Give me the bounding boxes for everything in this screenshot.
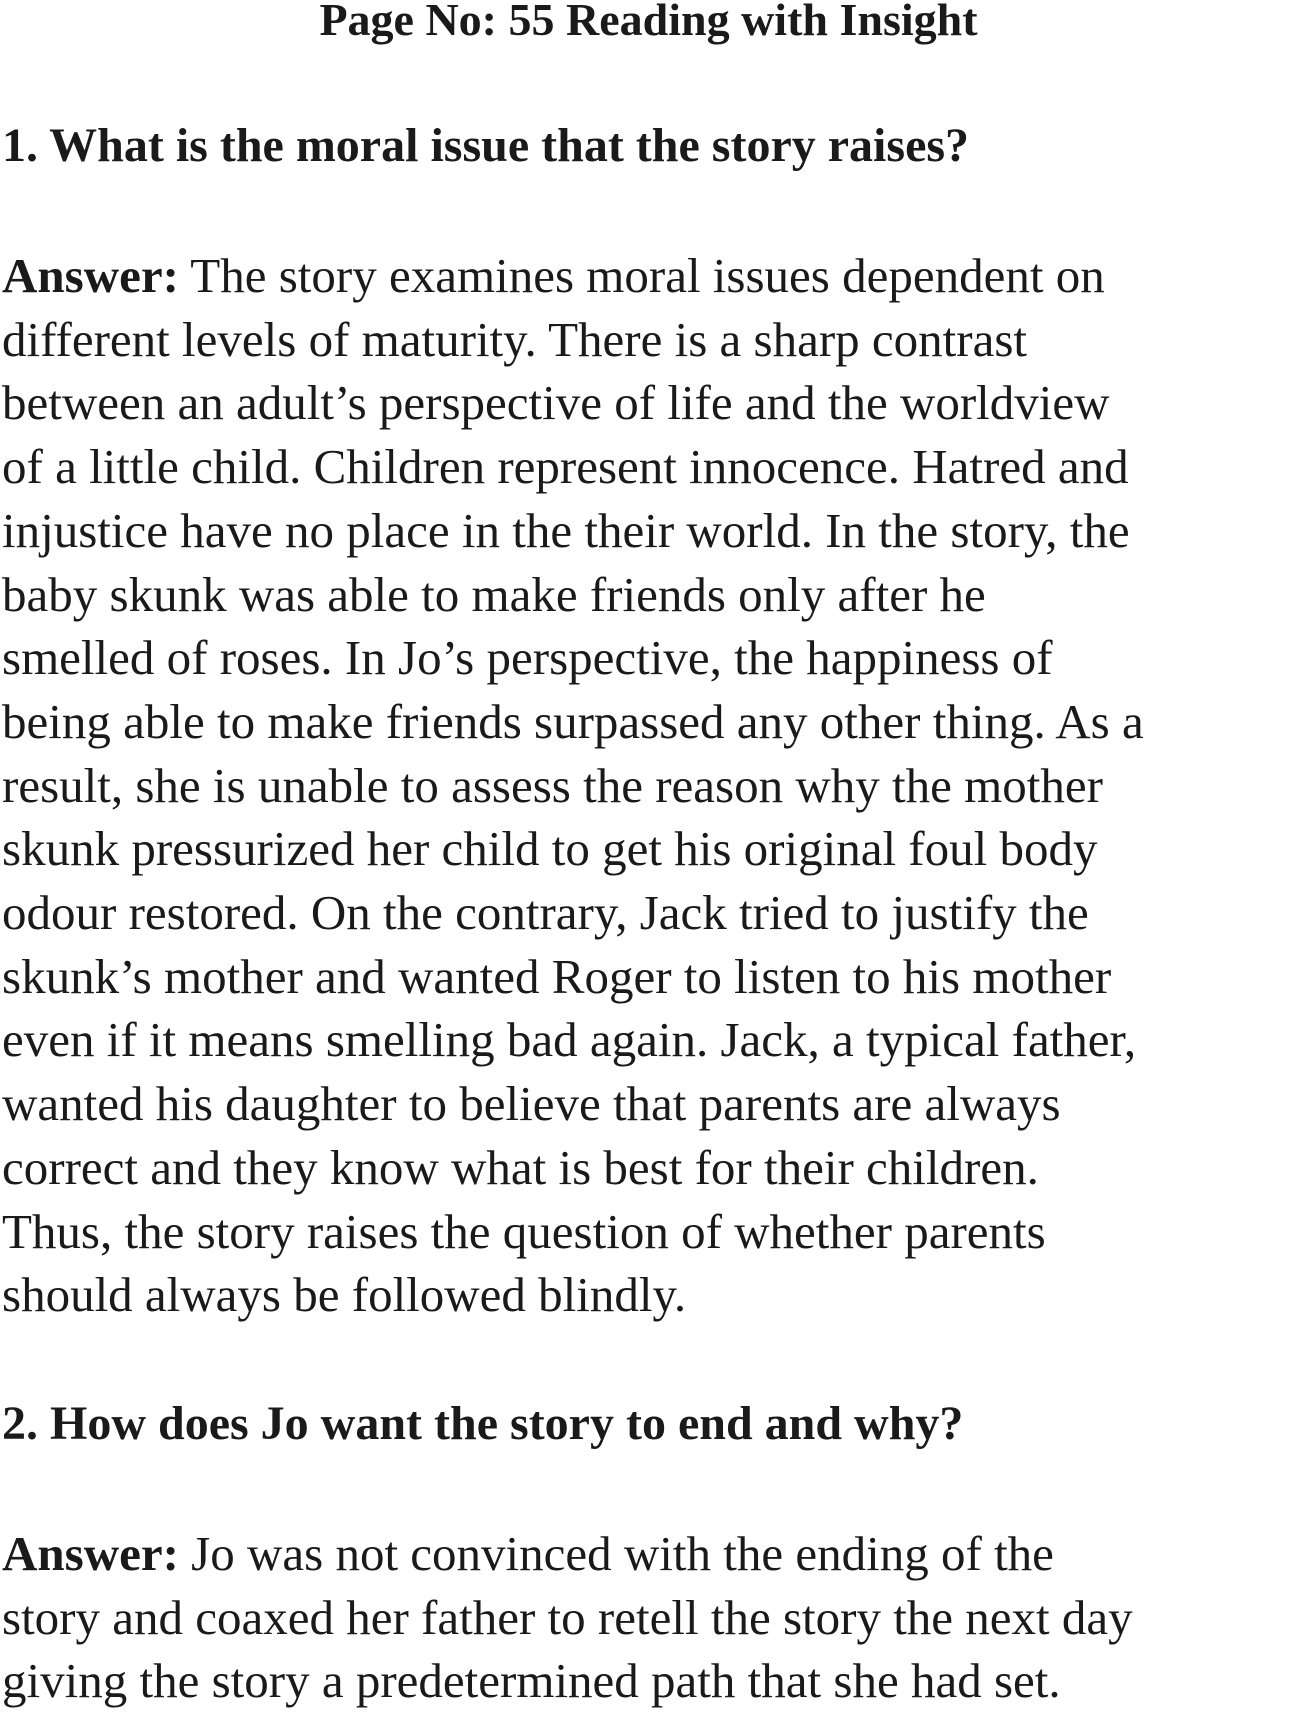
- answer-line: giving the story a predetermined path that she had set.: [2, 1653, 1061, 1709]
- question-1: 1. What is the moral issue that the story raises?: [2, 119, 970, 172]
- answer-line: correct and they know what is best for their children.: [2, 1139, 1039, 1195]
- answer-line: odour restored. On the contrary, Jack tried to justify the: [2, 885, 1089, 941]
- answer-line: of a little child. Children represent innocence. Hatred and: [2, 439, 1129, 495]
- answer-line: being able to make friends surpassed any other thing. As a: [2, 693, 1144, 749]
- answer-line: smelled of roses. In Jo’s perspective, the happiness of: [2, 630, 1053, 686]
- answer-2: [2, 1522, 1292, 1713]
- answer-line: wanted his daughter to believe that parents are always: [2, 1076, 1061, 1132]
- answer-line: [2, 244, 1292, 308]
- answer-text: The story examines moral issues dependent on: [178, 248, 1105, 303]
- answer-1: [2, 244, 1292, 1327]
- answer-line: different levels of maturity. There is a sharp contrast: [2, 311, 1028, 367]
- answer-line: baby skunk was able to make friends only after he: [2, 566, 986, 622]
- answer-line: Thus, the story raises the question of whether parents: [2, 1203, 1046, 1259]
- answer-line: injustice have no place in the their world. In the story, the: [2, 502, 1130, 558]
- answer-line: between an adult’s perspective of life and the worldview: [2, 375, 1110, 431]
- answer-line: skunk’s mother and wanted Roger to listen to his mother: [2, 948, 1112, 1004]
- answer-label: Answer:: [2, 1526, 179, 1581]
- answer-line: result, she is unable to assess the reason why the mother: [2, 757, 1103, 813]
- answer-line: story and coaxed her father to retell the story the next day: [2, 1589, 1133, 1645]
- answer-label: Answer:: [2, 248, 179, 303]
- answer-line: skunk pressurized her child to get his original foul body: [2, 821, 1098, 877]
- page-title: Page No: 55 Reading with Insight: [319, 0, 978, 45]
- answer-text: Jo was not convinced with the ending of the: [178, 1526, 1054, 1581]
- answer-line: even if it means smelling bad again. Jack, a typical father,: [2, 1012, 1137, 1068]
- question-2: 2. How does Jo want the story to end and why?: [2, 1397, 964, 1450]
- answer-line: [2, 1522, 1292, 1586]
- answer-line: should always be followed blindly.: [2, 1267, 687, 1323]
